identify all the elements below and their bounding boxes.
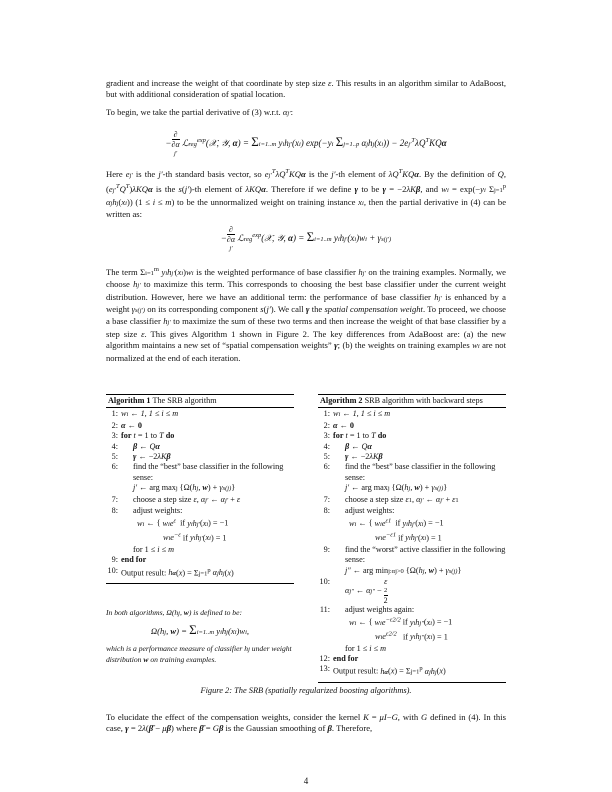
paragraph-derivative-intro: To begin, we take the partial derivative of (3) w.r.t. αj′: (106, 106, 293, 117)
alg2-line-7: 7: choose a step size ε1, αj′ ← αj′ + ε1 (323, 494, 459, 504)
alg1-line-5: 5: γ ← −2λKβ (111, 452, 171, 462)
alg1-line-7: 7: choose a step size ε, αj′ ← αj′ + ε (111, 494, 241, 504)
alg1-line-8: 8: adjust weights: wi ← { wie$^\varepsilon$ if yihj′(xi) = −1 wie$^{-\varepsilon}$ if yihj′(xi) = 1 for 1 ≤ i ≤ m (111, 506, 229, 554)
alg1-line-10: 10: Output result: $h\alpha(x) = \Sigma j=1^p$ αjhj(x) (107, 565, 234, 578)
paragraph-kernel: To elucidate the effect of the compensation weights, consider the kernel K = μI−G, with G defined in (4). In this case, γ = 2λ(β̄ − μβ) where β̄ = Gβ is the Gaussian smoothing of β. Therefore, (106, 712, 506, 734)
alg2-line-6: 6: find the “best” base classifier in the following sense: j′ ← arg maxj {Ω(hj, w) + γs(j)} (323, 462, 496, 493)
algorithm-2-box (318, 394, 506, 683)
alg2-line-10: 10: αj″ ← αj″ − ε 2 2 (319, 576, 388, 605)
note-line-2: which is a performance measure of classifier hj under weight distribution w on training examples. (106, 644, 292, 664)
body-text-bottom (106, 712, 506, 738)
alg2-line-9: 9: find the “worst” active classifier in the following sense: j″ ← arg minj:αj>0 {Ω(hj, w) + γs(j)} (323, 544, 506, 575)
algorithm-2-title: Algorithm 2 SRB algorithm with backward steps (318, 394, 506, 408)
body-text-lower (106, 264, 506, 367)
body-text-top (106, 78, 506, 122)
note-line-1: In both algorithms, Ω(hj, w) is defined to be: (106, 608, 242, 617)
alg1-line-9: 9: end for (111, 555, 147, 565)
equation-partial-derivative: − ∂ ∂α j′ ℒreg$^{exp}$(𝒳, 𝒴, α) = Σi=1..m yihj′(xi) exp(−yi Σj=1..p $\alpha jhj(xi)) - 2ej'^T\lambda Q^TKQ\alpha$ (165, 130, 447, 157)
alg2-line-13: 13: Output result: $h\alpha(x) = \Sigma j=1^p$ αjhj(x) (319, 664, 446, 677)
alg1-line-1: 1: wi ← 1, 1 ≤ i ≤ m (111, 409, 179, 419)
page-number: 4 (303, 776, 309, 786)
algorithm-1-title: Algorithm 1 The SRB algorithm (106, 394, 294, 408)
alg1-line-3: 3: for t = 1 to T do (111, 431, 175, 441)
alg2-line-12: 12: end for (319, 654, 359, 664)
alg2-line-1: 1: wi ← 1, 1 ≤ i ≤ m (323, 409, 391, 419)
algorithm-1-box (106, 394, 294, 584)
paragraph-compensation-weight: The term $\Sigma i=1^m$ yihj′(xi)wi is the weighted performance of base classifier hj′ on the training examples. Normally, we choose hj′ to maximize this term. This corresponds to choosing the best base classifier under the current weight distribution. However, here we have an additional term: the performance of base classifier hj′ is enhanced by a weight γs(j′) on its corresponding component s(j′). We call γ the spatial compensation weight. To proceed, we choose a base classifier hj′ to maximize the sum of these two terms and then increase the weight of that base classifier by a step size ε. This gives Algorithm 1 shown in Figure 2. The key differences from AdaBoost are: (a) the new algorithm maintains a new set of “spatial compensation weights” γ; (b) the weights on training examples wi are not normalized at the end of each iteration. (106, 266, 507, 363)
alg2-line-11: 11: adjust weights again: wi ← { wie$^{-\varepsilon 2/2}$ if yihj″(xi) = −1 wie$^{\varepsilon 2/2}$ if yihj″(xi) = 1 for 1 ≤ i ≤ m (319, 604, 453, 653)
alg2-line-3: 3: for t = 1 to T do (323, 431, 387, 441)
paragraph-basis-vector: Here ej′ is the j′-th standard basis vector, so $ej'^T\lambda Q^TKQ\alpha$ is the j′-th element of $\lambda Q^TKQ\alpha$. By the definition of Q, $(ej'^TQ^T)\lambda KQ\alpha$ is the s(j′)-th element of λKQα. Therefore if we define γ to be γ = −2λKβ, and wi = exp(−yi $\Sigma j=1^p$ αjhj(xi)) (1 ≤ i ≤ m) to be the unnormalized weight on training instance xi, then the partial derivative in (4) can be written as: (106, 168, 507, 219)
paragraph-intro: gradient and increase the weight of that coordinate by step size ε. This results in an algorithm similar to AdaBoost, but with additional consideration of spatial location. (106, 78, 506, 100)
alg2-line-5: 5: γ ← −2λKβ (323, 452, 383, 462)
body-text-middle (106, 166, 506, 223)
alg1-line-4: 4: β ← Qα (111, 441, 160, 451)
algorithm-note (106, 608, 294, 665)
alg2-line-8: 8: adjust weights: wi ← { wie$^{\varepsilon 1}$ if yihj′(xi) = −1 wie$^{-\varepsilon 1}$ if yihj′(xi) = 1 (323, 506, 444, 543)
alg2-line-2: 2: α ← 0 (323, 420, 354, 430)
note-formula: Ω(hj, w) = Σi=1..m yihj(xi)wi, (150, 622, 250, 637)
alg1-line-6: 6: find the “best” base classifier in the following sense: j′ ← arg maxj {Ω(hj, w) + γs(j)} (111, 462, 284, 493)
equation-weighted-derivative: − ∂ ∂α j′ ℒreg$^{exp}$(𝒳, 𝒴, α) = Σi=1..m yihj′(xi)wi + γs(j′) (220, 225, 392, 252)
alg2-line-4: 4: β ← Qα (323, 441, 372, 451)
alg1-line-2: 2: α ← 0 (111, 420, 142, 430)
figure-caption: Figure 2: The SRB (spatially regularized boosting algorithms). (200, 686, 412, 695)
